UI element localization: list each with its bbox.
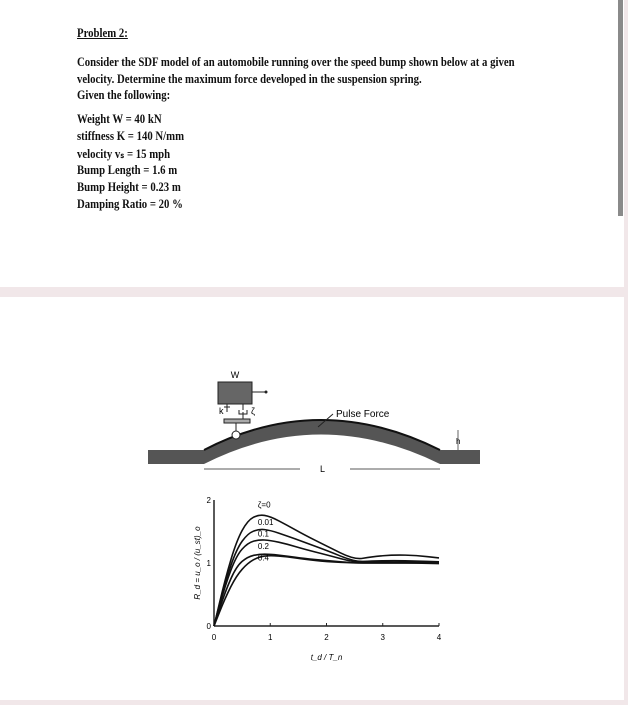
y-tick-label: 1: [206, 559, 211, 568]
x-tick-label: 3: [380, 633, 385, 642]
series-label: 0.1: [257, 529, 269, 539]
param-damping: Damping Ratio = 20 %: [77, 197, 183, 211]
series-label: 0.4: [257, 553, 269, 563]
spring-label: k: [219, 406, 224, 416]
damper-icon: [239, 404, 247, 419]
road-bump: [148, 420, 480, 464]
statement-line-1: Consider the SDF model of an automobile running over the speed bump shown below at a given: [77, 55, 515, 69]
series-label: 0.2: [257, 542, 269, 552]
series-line-0: [214, 515, 439, 626]
param-bump-height: Bump Height = 0.23 m: [77, 180, 181, 194]
problem-card: [0, 0, 624, 287]
x-tick-label: 2: [324, 633, 329, 642]
param-velocity: velocity vₛ = 15 mph: [77, 147, 171, 161]
x-tick-label: 0: [211, 633, 217, 642]
param-bump-length: Bump Length = 1.6 m: [77, 163, 178, 177]
param-weight: Weight W = 40 kN: [77, 112, 162, 126]
height-label: h: [456, 437, 461, 446]
series-line-4: [214, 556, 439, 626]
x-tick-label: 4: [436, 633, 442, 642]
damper-label: ζ: [251, 406, 255, 416]
param-stiffness: stiffness K = 140 N/mm: [77, 129, 185, 143]
series-label: 0.01: [257, 518, 274, 528]
figure-card: [0, 297, 624, 700]
mass-block: [218, 382, 252, 404]
series-line-2: [214, 540, 439, 626]
response-chart: [193, 496, 442, 662]
series-label: ζ=0: [257, 500, 271, 510]
x-tick-label: 1: [268, 633, 273, 642]
statement-line-2: velocity. Determine the maximum force developed in the suspension spring.: [77, 72, 422, 86]
problem-statement: [77, 54, 515, 88]
series-line-3: [214, 554, 439, 626]
mass-label: W: [230, 370, 240, 380]
scrollbar-thumb[interactable]: [618, 0, 623, 216]
y-tick-label: 0: [206, 622, 211, 631]
spring-icon: [224, 404, 230, 412]
y-axis-label: R_d = u_o / (u_st)_o: [193, 526, 202, 600]
figure: [0, 297, 624, 700]
problem-title: Problem 2:: [77, 26, 128, 40]
y-tick-label: 2: [206, 496, 211, 505]
given-heading: Given the following:: [77, 88, 171, 102]
wheel: [232, 431, 240, 439]
x-axis-label: t_d / T_n: [310, 653, 343, 662]
length-label: L: [320, 464, 326, 474]
pulse-force-label: Pulse Force: [336, 409, 390, 420]
